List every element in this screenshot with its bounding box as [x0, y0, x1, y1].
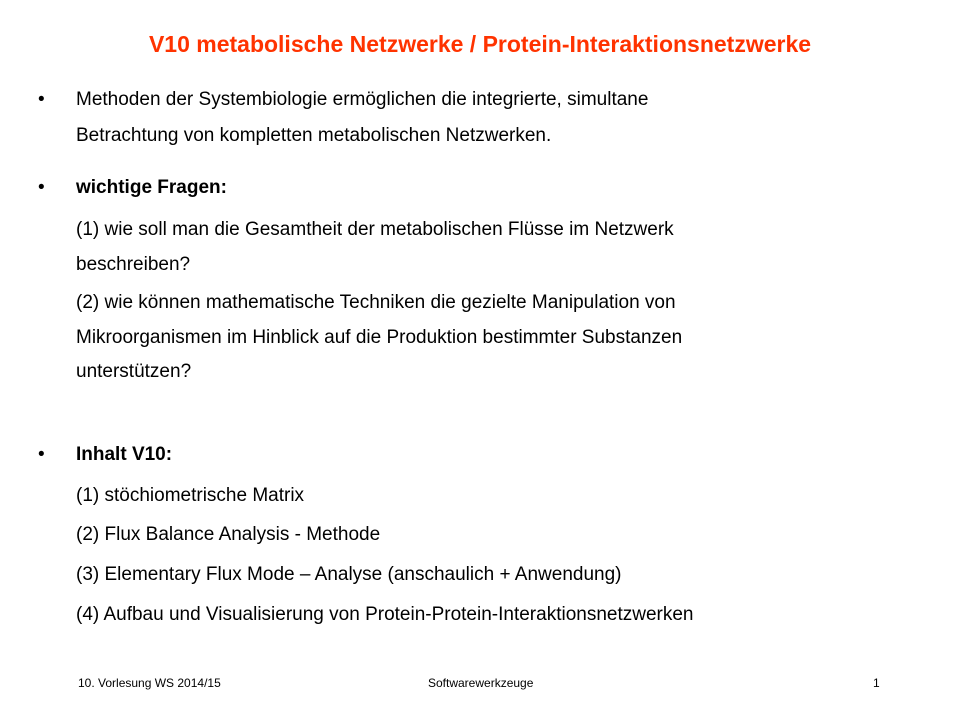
- question2-line1: (2) wie können mathematische Techniken die gezielte Manipulation von: [76, 292, 676, 313]
- section1-line2: Betrachtung von kompletten metabolischen Netzwerken.: [76, 125, 552, 146]
- footer-course: Softwarewerkzeuge: [428, 676, 534, 690]
- bullet-1: •: [38, 89, 45, 110]
- question1-line1: (1) wie soll man die Gesamtheit der metabolischen Flüsse im Netzwerk: [76, 219, 674, 240]
- section3-heading: Inhalt V10:: [76, 444, 173, 465]
- content-item: (1) stöchiometrische Matrix: [76, 485, 305, 506]
- bullet-3: •: [38, 444, 45, 465]
- section1-line1: Methoden der Systembiologie ermöglichen die integrierte, simultane: [76, 89, 649, 110]
- content-item: (2) Flux Balance Analysis - Methode: [76, 524, 381, 545]
- page-number: 1: [873, 676, 880, 690]
- content-item: (4) Aufbau und Visualisierung von Protein-Protein-Interaktionsnetzwerken: [76, 604, 694, 625]
- slide-title: V10 metabolische Netzwerke / Protein-Interaktionsnetzwerke: [148, 31, 812, 57]
- section2-heading: wichtige Fragen:: [76, 177, 227, 198]
- footer-lecture: 10. Vorlesung WS 2014/15: [78, 676, 221, 690]
- question2-line3: unterstützen?: [76, 361, 192, 382]
- bullet-2: •: [38, 177, 45, 198]
- question2-line2: Mikroorganismen im Hinblick auf die Produktion bestimmter Substanzen: [76, 327, 683, 348]
- question1-line2: beschreiben?: [76, 254, 191, 275]
- content-item: (3) Elementary Flux Mode – Analyse (anschaulich + Anwendung): [76, 564, 622, 585]
